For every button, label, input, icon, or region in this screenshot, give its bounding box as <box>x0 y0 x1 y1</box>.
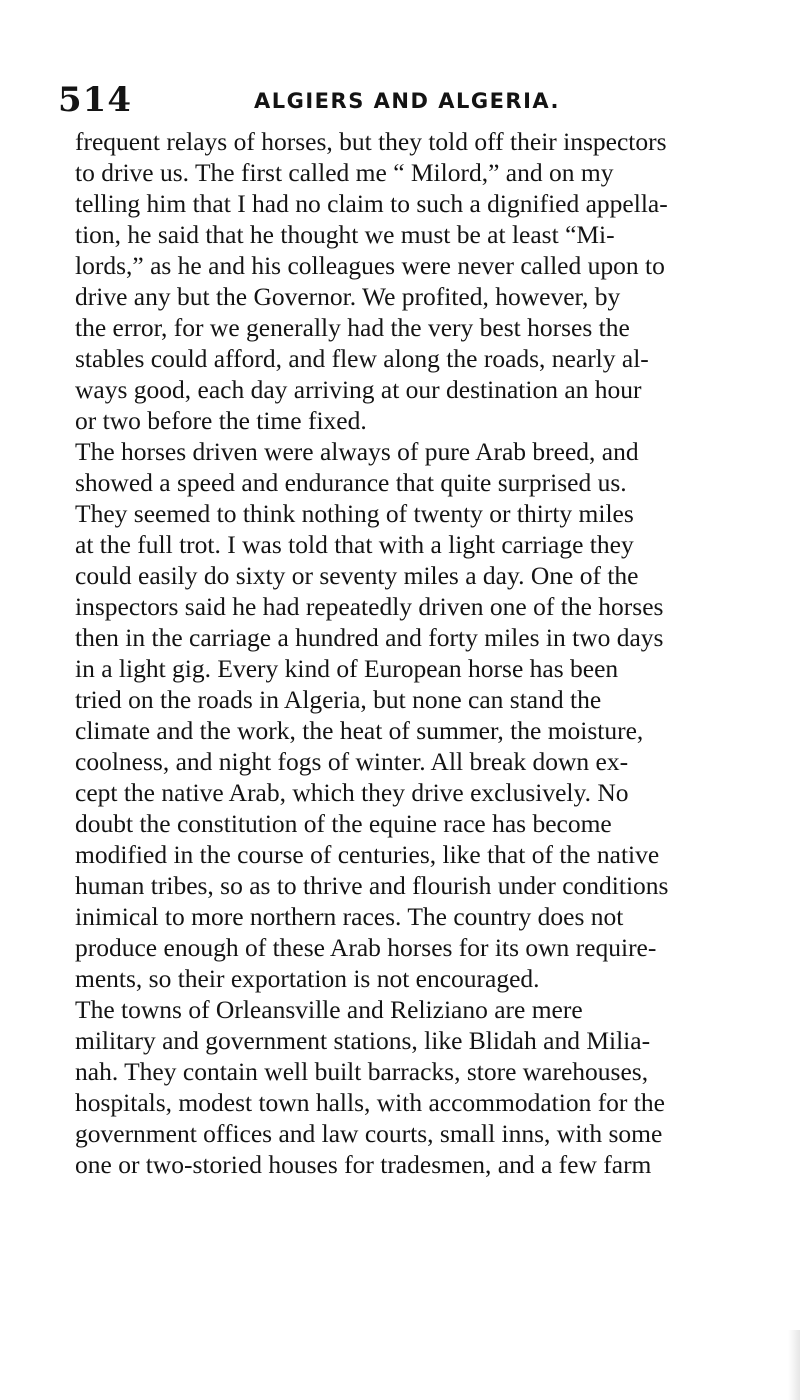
running-title: ALGIERS AND ALGERIA. <box>254 89 561 113</box>
text-line: ways good, each day arriving at our destination an hour <box>75 375 642 404</box>
text-line: They seemed to think nothing of twenty or thirty miles <box>75 499 634 528</box>
text-line: coolness, and night fogs of winter. All break down ex- <box>75 747 629 776</box>
text-line: showed a speed and endurance that quite surprised us. <box>75 468 627 497</box>
text-line: tried on the roads in Algeria, but none can stand the <box>75 685 602 714</box>
text-line: The towns of Orleansville and Reliziano are mere <box>75 995 583 1024</box>
text-line: inspectors said he had repeatedly driven one of the horses <box>75 592 664 621</box>
text-line: The horses driven were always of pure Arab breed, and <box>75 437 639 466</box>
text-line: ments, so their exportation is not encouraged. <box>75 964 540 993</box>
text-line: inimical to more northern races. The country does not <box>75 902 624 931</box>
text-line: climate and the work, the heat of summer, the moisture, <box>75 716 644 745</box>
text-line: government offices and law courts, small inns, with some <box>75 1119 663 1148</box>
text-line: doubt the constitution of the equine race has become <box>75 809 612 838</box>
text-line: to drive us. The first called me “ Milord,” and on my <box>75 158 614 187</box>
text-line: telling him that I had no claim to such a dignified appella- <box>75 189 668 218</box>
page-edge-shadow <box>788 1330 800 1400</box>
text-line: military and government stations, like Blidah and Milia- <box>75 1026 651 1055</box>
page-number: 514 <box>58 80 132 120</box>
text-line: produce enough of these Arab horses for its own require- <box>75 933 657 962</box>
text-line: hospitals, modest town halls, with accommodation for the <box>75 1088 665 1117</box>
text-line: drive any but the Governor. We profited, however, by <box>75 282 621 311</box>
text-line: the error, for we generally had the very best horses the <box>75 313 630 342</box>
text-line: cept the native Arab, which they drive exclusively. No <box>75 778 629 807</box>
text-line: could easily do sixty or seventy miles a day. One of the <box>75 561 639 590</box>
text-line: or two before the time fixed. <box>75 406 367 435</box>
text-line: then in the carriage a hundred and forty miles in two days <box>75 623 664 652</box>
text-line: lords,” as he and his colleagues were never called upon to <box>75 251 665 280</box>
text-line: human tribes, so as to thrive and flourish under conditions <box>75 871 669 900</box>
text-line: frequent relays of horses, but they told off their inspectors <box>75 127 667 156</box>
page-header <box>58 80 758 120</box>
text-line: at the full trot. I was told that with a light carriage they <box>75 530 634 559</box>
body-text <box>75 126 775 1180</box>
text-line: tion, he said that he thought we must be at least “Mi- <box>75 220 615 249</box>
text-line: one or two-storied houses for tradesmen, and a few farm <box>75 1150 652 1179</box>
text-line: nah. They contain well built barracks, store warehouses, <box>75 1057 649 1086</box>
text-line: in a light gig. Every kind of European horse has been <box>75 654 619 683</box>
text-line: stables could afford, and flew along the roads, nearly al- <box>75 344 649 373</box>
text-line: modified in the course of centuries, like that of the native <box>75 840 660 869</box>
